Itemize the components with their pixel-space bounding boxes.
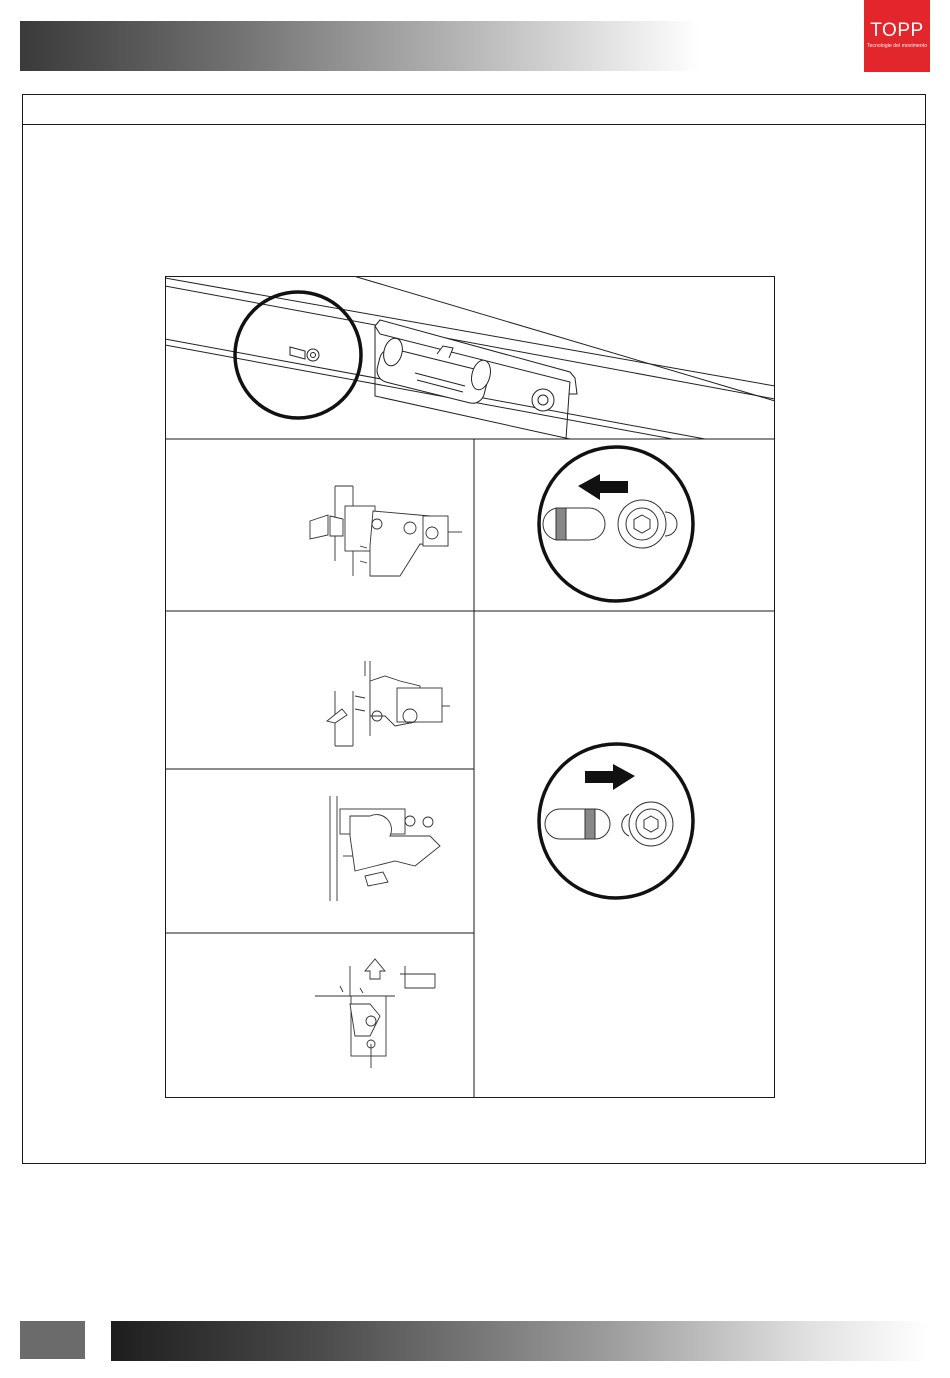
topp-logo bbox=[864, 0, 930, 72]
instruction-figure bbox=[165, 276, 775, 1098]
detail-left-panel bbox=[539, 447, 693, 601]
footer-gradient-bar bbox=[111, 1321, 930, 1361]
footer-page-number-box bbox=[20, 1321, 85, 1359]
logo-wordmark: TOPP bbox=[870, 20, 924, 41]
step-4-panel bbox=[315, 959, 435, 1068]
header-gradient-bar bbox=[20, 21, 700, 71]
step-1-panel bbox=[310, 486, 462, 576]
detail-right-panel bbox=[539, 744, 693, 898]
overview-panel bbox=[165, 276, 775, 445]
step-3-panel bbox=[330, 796, 440, 901]
logo-tagline: Tecnologie del movimento bbox=[866, 43, 928, 49]
step-2-panel bbox=[327, 661, 450, 746]
frame-header-row bbox=[23, 95, 925, 125]
